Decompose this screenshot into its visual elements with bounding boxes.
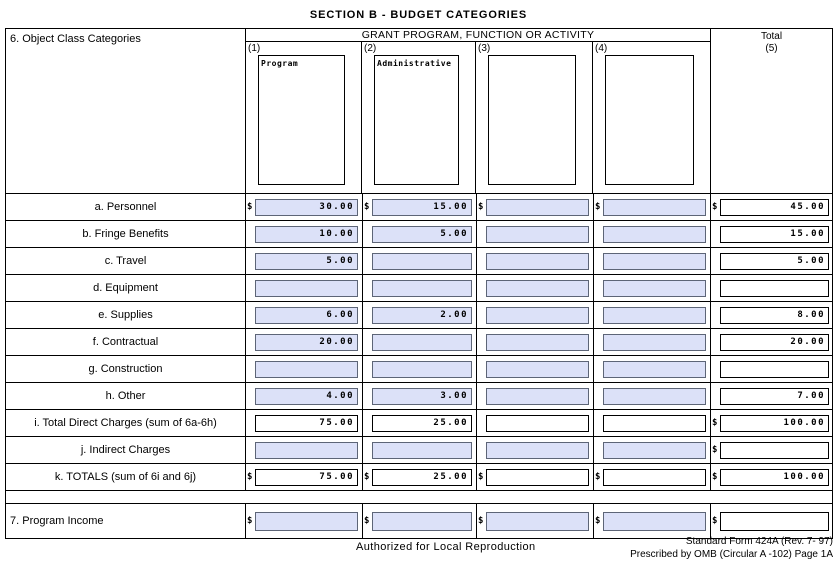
amount-value: 7.00 xyxy=(797,391,825,401)
computed-field xyxy=(720,334,829,351)
input-field[interactable] xyxy=(372,253,472,270)
input-field[interactable] xyxy=(372,388,472,405)
table-row xyxy=(6,382,832,409)
amount-cell xyxy=(477,383,594,409)
amount-cell xyxy=(711,302,832,328)
amount-cell xyxy=(711,221,832,247)
amount-cell xyxy=(711,504,832,538)
amount-value: 20.00 xyxy=(319,337,354,347)
dollar-sign: $ xyxy=(595,202,601,212)
dollar-sign: $ xyxy=(595,516,601,526)
amount-cell xyxy=(711,275,832,301)
computed-field xyxy=(720,307,829,324)
amount-cell xyxy=(246,194,363,220)
grant-column-2 xyxy=(362,42,476,193)
amount-cell xyxy=(363,194,477,220)
dollar-sign: $ xyxy=(364,516,370,526)
amount-value: 4.00 xyxy=(326,391,354,401)
input-field[interactable] xyxy=(255,307,358,324)
amount-value: 25.00 xyxy=(433,418,468,428)
input-field[interactable] xyxy=(603,280,706,297)
amount-value: 25.00 xyxy=(433,472,468,482)
amount-cell xyxy=(363,504,477,538)
grant-program-header xyxy=(246,29,711,193)
row-label: h. Other xyxy=(6,383,246,409)
row-label: j. Indirect Charges xyxy=(6,437,246,463)
total-header-label: Total xyxy=(760,31,783,42)
input-field[interactable] xyxy=(255,512,358,531)
computed-field xyxy=(372,469,472,486)
amount-value: 30.00 xyxy=(319,202,354,212)
table-row xyxy=(6,409,832,436)
grant-program-name-field[interactable] xyxy=(488,55,576,185)
amount-value: 100.00 xyxy=(783,472,825,482)
amount-cell xyxy=(246,504,363,538)
amount-cell xyxy=(363,356,477,382)
amount-value: 5.00 xyxy=(797,256,825,266)
input-field[interactable] xyxy=(603,442,706,459)
input-field[interactable] xyxy=(603,334,706,351)
row-label: f. Contractual xyxy=(6,329,246,355)
amount-value: 75.00 xyxy=(319,472,354,482)
spacer-row xyxy=(6,490,832,503)
amount-cell xyxy=(711,410,832,436)
dollar-sign: $ xyxy=(478,472,484,482)
input-field[interactable] xyxy=(486,199,589,216)
computed-field xyxy=(255,415,358,432)
amount-cell xyxy=(711,437,832,463)
amount-cell xyxy=(246,437,363,463)
computed-field xyxy=(720,512,829,531)
amount-cell xyxy=(363,464,477,490)
amount-cell xyxy=(477,194,594,220)
dollar-sign: $ xyxy=(712,516,718,526)
amount-value: 75.00 xyxy=(319,418,354,428)
row-label: i. Total Direct Charges (sum of 6a-6h) xyxy=(6,410,246,436)
dollar-sign: $ xyxy=(247,202,253,212)
amount-cell xyxy=(594,329,711,355)
amount-cell xyxy=(711,383,832,409)
computed-field xyxy=(603,469,706,486)
grant-column-3 xyxy=(476,42,593,193)
amount-value: 10.00 xyxy=(319,229,354,239)
input-field[interactable] xyxy=(372,226,472,243)
amount-cell xyxy=(594,383,711,409)
amount-cell xyxy=(246,356,363,382)
input-field[interactable] xyxy=(486,442,589,459)
computed-field xyxy=(720,388,829,405)
computed-field xyxy=(720,361,829,378)
amount-cell xyxy=(246,464,363,490)
computed-field xyxy=(720,442,829,459)
amount-cell xyxy=(594,302,711,328)
amount-cell xyxy=(594,504,711,538)
amount-cell xyxy=(594,221,711,247)
amount-value: 5.00 xyxy=(440,229,468,239)
row-label: a. Personnel xyxy=(6,194,246,220)
amount-value: 15.00 xyxy=(790,229,825,239)
amount-cell xyxy=(477,221,594,247)
amount-cell xyxy=(594,275,711,301)
amount-cell xyxy=(363,302,477,328)
input-field[interactable] xyxy=(486,512,589,531)
amount-cell xyxy=(594,248,711,274)
input-field[interactable] xyxy=(372,512,472,531)
amount-cell xyxy=(594,194,711,220)
amount-value: 15.00 xyxy=(433,202,468,212)
amount-cell xyxy=(246,329,363,355)
computed-field xyxy=(255,469,358,486)
computed-field xyxy=(603,415,706,432)
grant-program-name-field[interactable]: Administrative xyxy=(374,55,459,185)
amount-value: 45.00 xyxy=(790,202,825,212)
input-field[interactable] xyxy=(603,253,706,270)
amount-cell xyxy=(477,464,594,490)
dollar-sign: $ xyxy=(595,472,601,482)
amount-cell xyxy=(594,437,711,463)
computed-field xyxy=(720,226,829,243)
input-field[interactable] xyxy=(486,226,589,243)
amount-cell xyxy=(246,410,363,436)
budget-table xyxy=(5,28,833,539)
section-title: SECTION B - BUDGET CATEGORIES xyxy=(309,9,528,21)
computed-field xyxy=(720,280,829,297)
amount-cell xyxy=(594,356,711,382)
amount-cell xyxy=(477,410,594,436)
dollar-sign: $ xyxy=(478,516,484,526)
dollar-sign: $ xyxy=(712,472,718,482)
computed-field xyxy=(372,415,472,432)
amount-cell xyxy=(246,275,363,301)
amount-cell xyxy=(246,302,363,328)
table-row xyxy=(6,436,832,463)
amount-cell xyxy=(477,437,594,463)
input-field[interactable] xyxy=(255,361,358,378)
row-label: c. Travel xyxy=(6,248,246,274)
dollar-sign: $ xyxy=(364,202,370,212)
table-row xyxy=(6,301,832,328)
amount-cell xyxy=(711,248,832,274)
amount-cell xyxy=(363,437,477,463)
amount-value: 6.00 xyxy=(326,310,354,320)
amount-cell xyxy=(477,302,594,328)
input-field[interactable] xyxy=(603,307,706,324)
amount-value: 5.00 xyxy=(326,256,354,266)
input-field[interactable] xyxy=(255,199,358,216)
row-label: 7. Program Income xyxy=(6,504,246,538)
computed-field xyxy=(720,415,829,432)
input-field[interactable] xyxy=(603,361,706,378)
computed-field xyxy=(486,415,589,432)
input-field[interactable] xyxy=(255,253,358,270)
input-field[interactable] xyxy=(603,512,706,531)
computed-field xyxy=(720,199,829,216)
table-row xyxy=(6,220,832,247)
computed-field xyxy=(720,253,829,270)
amount-cell xyxy=(477,504,594,538)
amount-cell xyxy=(477,356,594,382)
grant-column-4 xyxy=(593,42,710,193)
input-field[interactable] xyxy=(486,280,589,297)
input-field[interactable] xyxy=(603,388,706,405)
input-field[interactable] xyxy=(372,361,472,378)
amount-cell xyxy=(477,248,594,274)
dollar-sign: $ xyxy=(712,202,718,212)
input-field[interactable] xyxy=(255,226,358,243)
total-column-header xyxy=(711,29,832,193)
input-field[interactable] xyxy=(372,199,472,216)
column-number: (3) xyxy=(478,43,491,54)
input-field[interactable] xyxy=(255,334,358,351)
row-label: g. Construction xyxy=(6,356,246,382)
dollar-sign: $ xyxy=(712,418,718,428)
table-row xyxy=(6,355,832,382)
amount-value: 100.00 xyxy=(783,418,825,428)
input-field[interactable] xyxy=(255,388,358,405)
amount-cell xyxy=(246,248,363,274)
input-field[interactable] xyxy=(486,361,589,378)
table-row xyxy=(6,503,832,538)
grant-program-name-field[interactable]: Program xyxy=(258,55,345,185)
amount-cell xyxy=(711,194,832,220)
row-label: d. Equipment xyxy=(6,275,246,301)
form-number-line: Standard Form 424A (Rev. 7- 97) xyxy=(685,536,833,547)
amount-cell xyxy=(363,248,477,274)
amount-cell xyxy=(711,464,832,490)
table-row xyxy=(6,274,832,301)
input-field[interactable] xyxy=(372,280,472,297)
amount-cell xyxy=(363,329,477,355)
input-field[interactable] xyxy=(255,442,358,459)
grant-header-title: GRANT PROGRAM, FUNCTION OR ACTIVITY xyxy=(246,29,710,42)
table-row xyxy=(6,247,832,274)
amount-cell xyxy=(477,329,594,355)
amount-cell xyxy=(363,221,477,247)
input-field[interactable] xyxy=(255,280,358,297)
input-field[interactable] xyxy=(372,442,472,459)
amount-value: 8.00 xyxy=(797,310,825,320)
amount-value: 20.00 xyxy=(790,337,825,347)
dollar-sign: $ xyxy=(247,516,253,526)
input-field[interactable] xyxy=(486,307,589,324)
column-number: (2) xyxy=(364,43,377,54)
amount-cell xyxy=(363,275,477,301)
input-field[interactable] xyxy=(486,253,589,270)
table-header xyxy=(6,29,832,193)
amount-cell xyxy=(363,410,477,436)
input-field[interactable] xyxy=(603,199,706,216)
table-row xyxy=(6,193,832,220)
total-header-number: (5) xyxy=(765,43,778,54)
column-number: (1) xyxy=(248,43,261,54)
input-field[interactable] xyxy=(372,334,472,351)
table-row xyxy=(6,463,832,490)
row-label: k. TOTALS (sum of 6i and 6j) xyxy=(6,464,246,490)
computed-field xyxy=(720,469,829,486)
amount-cell xyxy=(363,383,477,409)
amount-cell xyxy=(711,356,832,382)
input-field[interactable] xyxy=(486,334,589,351)
column-number: (4) xyxy=(595,43,608,54)
dollar-sign: $ xyxy=(364,472,370,482)
form-identifier xyxy=(630,536,833,561)
object-class-label: 6. Object Class Categories xyxy=(6,29,246,193)
amount-cell xyxy=(477,275,594,301)
row-label: b. Fringe Benefits xyxy=(6,221,246,247)
table-row xyxy=(6,328,832,355)
amount-cell xyxy=(711,329,832,355)
dollar-sign: $ xyxy=(712,445,718,455)
amount-cell xyxy=(594,464,711,490)
grant-program-name-field[interactable] xyxy=(605,55,694,185)
dollar-sign: $ xyxy=(478,202,484,212)
authorized-text: Authorized for Local Reproduction xyxy=(356,541,536,553)
computed-field xyxy=(486,469,589,486)
grant-column-1 xyxy=(246,42,362,193)
amount-cell xyxy=(246,221,363,247)
object-class-rows xyxy=(6,193,832,490)
row-label: e. Supplies xyxy=(6,302,246,328)
amount-value: 3.00 xyxy=(440,391,468,401)
amount-value: 2.00 xyxy=(440,310,468,320)
grant-columns xyxy=(246,42,710,193)
amount-cell xyxy=(246,383,363,409)
form-prescribed-line: Prescribed by OMB (Circular A -102) Page 1A xyxy=(630,548,833,560)
amount-cell xyxy=(594,410,711,436)
program-income-row-container xyxy=(6,503,832,538)
input-field[interactable] xyxy=(603,226,706,243)
input-field[interactable] xyxy=(486,388,589,405)
input-field[interactable] xyxy=(372,307,472,324)
dollar-sign: $ xyxy=(247,472,253,482)
